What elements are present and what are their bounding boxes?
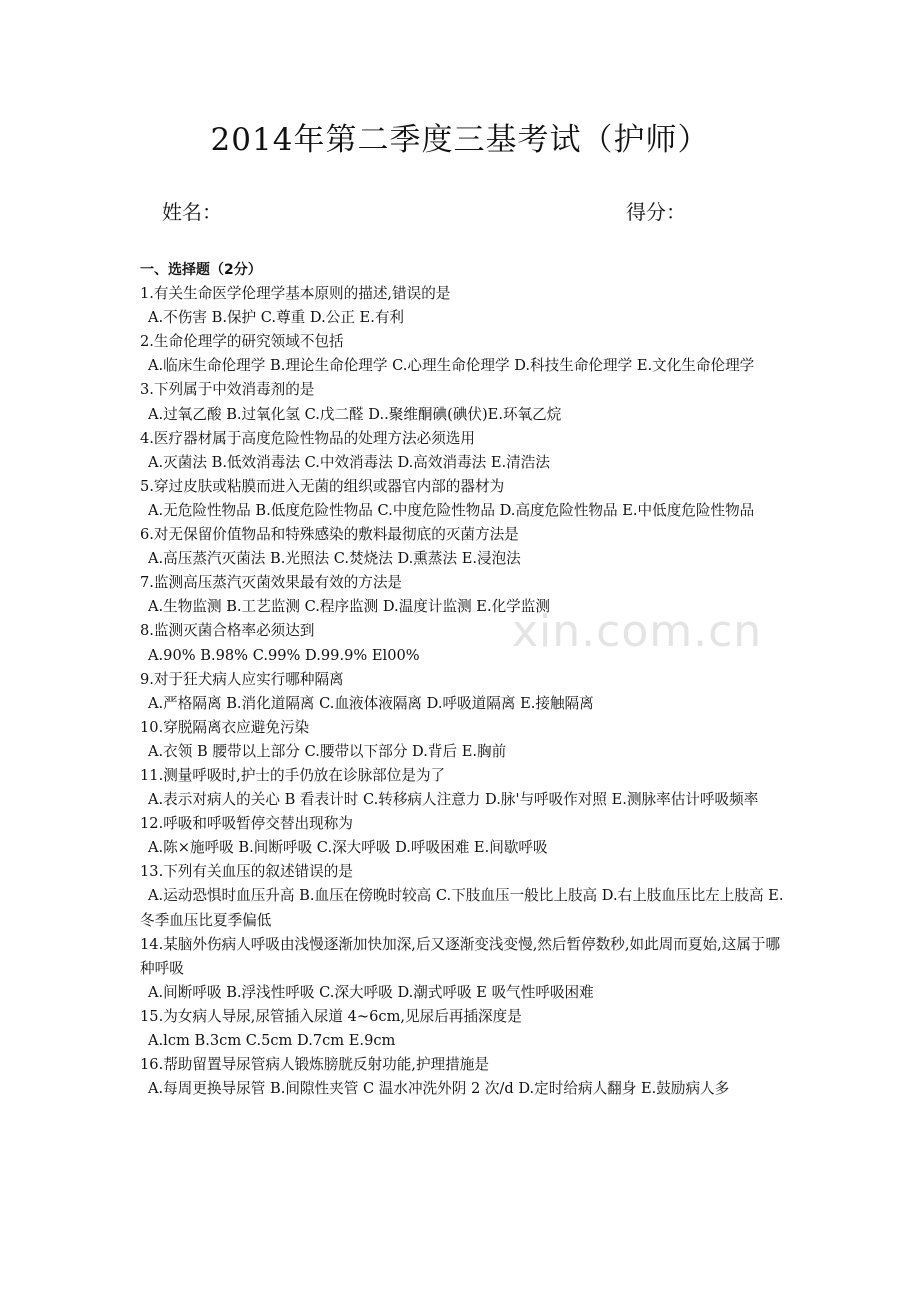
- question-item: [140, 523, 786, 571]
- question-options: A.灭菌法 B.低效消毒法 C.中效消毒法 D.高效消毒法 E.清浩法: [148, 453, 550, 471]
- question-item: [140, 427, 786, 475]
- question-options: A.陈×施呼吸 B.间断呼吸 C.深大呼吸 D.呼吸困难 E.间歇呼吸: [148, 839, 548, 857]
- question-item: [140, 330, 786, 378]
- question-item: [140, 933, 786, 1005]
- question-text: 9.对于狂犬病人应实行哪种隔离: [140, 670, 344, 688]
- question-options: A.严格隔离 B.消化道隔离 C.血液体液隔离 D.呼吸道隔离 E.接触隔离: [148, 694, 594, 712]
- question-text: 6.对无保留价值物品和特殊感染的敷料最彻底的灭菌方法是: [140, 526, 519, 544]
- question-text: 16.帮助留置导尿管病人锻炼膀胱反射功能,护理措施是: [140, 1056, 489, 1074]
- question-options: A.90% B.98% C.99% D.99.9% El00%: [148, 646, 420, 664]
- score-label: 得分：: [626, 200, 686, 224]
- question-text: 10.穿脱隔离衣应避免污染: [140, 718, 310, 736]
- question-item: [140, 571, 786, 619]
- question-item: [140, 668, 786, 716]
- page-title: 2014年第二季度三基考试（护师）: [210, 122, 710, 158]
- question-text: 13.下列有关血压的叙述错误的是: [140, 863, 353, 881]
- question-text: 4.医疗器材属于高度危险性物品的处理方法必须选用: [140, 429, 475, 447]
- question-text: 14.某脑外伤病人呼吸由浅慢逐渐加快加深,后又逐渐变浅变慢,然后暂停数秒,如此周而夏始,这属于哪种呼吸: [140, 935, 781, 977]
- question-list: [140, 282, 786, 1101]
- question-item: [140, 1053, 786, 1101]
- question-options: A.衣领 B 腰带以上部分 C.腰带以下部分 D.背后 E.胸前: [148, 742, 507, 760]
- question-options: A.生物监测 B.工艺监测 C.程序监测 D.温度计监测 E.化学监测: [148, 598, 550, 616]
- question-text: 15.为女病人导尿,尿管插入尿道 4~6cm,见尿后再插深度是: [140, 1007, 522, 1025]
- question-text: 11.测量呼吸时,护士的手仍放在诊脉部位是为了: [140, 766, 446, 784]
- question-section: [140, 258, 786, 1101]
- question-options: A.lcm B.3cm C.5cm D.7cm E.9cm: [148, 1032, 396, 1049]
- question-item: [140, 378, 786, 426]
- question-text: 8.监测灭菌合格率必须达到: [140, 622, 315, 640]
- question-options: A.临床生命伦理学 B.理论生命伦理学 C.心理生命伦理学 D.科技生命伦理学 E.文化生命伦理学: [148, 357, 755, 375]
- question-item: [140, 475, 786, 523]
- question-options: A.运动恐惧时血压升高 B.血压在傍晚时较高 C.下肢血压一般比上肢高 D.右上肢血压比左上肢高 E.冬季血压比夏季偏低: [140, 887, 784, 929]
- question-item: [140, 619, 786, 667]
- section-heading: 一、选择题（2分）: [140, 262, 262, 278]
- question-options: A.过氧乙酸 B.过氧化氢 C.戊二醛 D..聚维酮碘(碘伏)E.环氧乙烷: [148, 405, 562, 423]
- question-options: A.高压蒸汽灭菌法 B.光照法 C.焚烧法 D.熏蒸法 E.浸泡法: [148, 550, 521, 568]
- watermark: xin.com.cn: [512, 606, 763, 657]
- question-item: [140, 716, 786, 764]
- question-text: 1.有关生命医学伦理学基本原则的描述,错误的是: [140, 285, 451, 303]
- question-item: [140, 764, 786, 812]
- question-text: 5.穿过皮肤或粘膜而进入无菌的组织或器官内部的器材为: [140, 477, 505, 495]
- question-text: 7.监测高压蒸汽灭菌效果最有效的方法是: [140, 574, 403, 592]
- name-label: 姓名：: [162, 200, 222, 224]
- question-options: A.表示对病人的关心 B 看表计时 C.转移病人注意力 D.脉'与呼吸作对照 E.测脉率估计呼吸频率: [148, 791, 759, 809]
- question-options: A.不伤害 B.保护 C.尊重 D.公正 E.有利: [148, 309, 405, 327]
- question-item: [140, 282, 786, 330]
- question-options: A.间断呼吸 B.浮浅性呼吸 C.深大呼吸 D.潮式呼吸 E 吸气性呼吸困难: [148, 983, 594, 1001]
- question-item: [140, 812, 786, 860]
- question-options: A.无危险性物品 B.低度危险性物品 C.中度危险性物品 D.高度危险性物品 E.中低度危险性物品: [148, 501, 755, 519]
- question-text: 12.呼吸和呼吸暂停交替出现称为: [140, 815, 353, 833]
- question-text: 2.生命伦理学的研究领域不包括: [140, 333, 344, 351]
- question-item: [140, 1005, 786, 1053]
- question-item: [140, 860, 786, 932]
- question-text: 3.下列属于中效消毒剂的是: [140, 381, 315, 399]
- question-options: A.每周更换导尿管 B.间隙性夹管 C 温水冲洗外阴 2 次/d D.定时给病人翻身 E.鼓励病人多: [148, 1080, 730, 1098]
